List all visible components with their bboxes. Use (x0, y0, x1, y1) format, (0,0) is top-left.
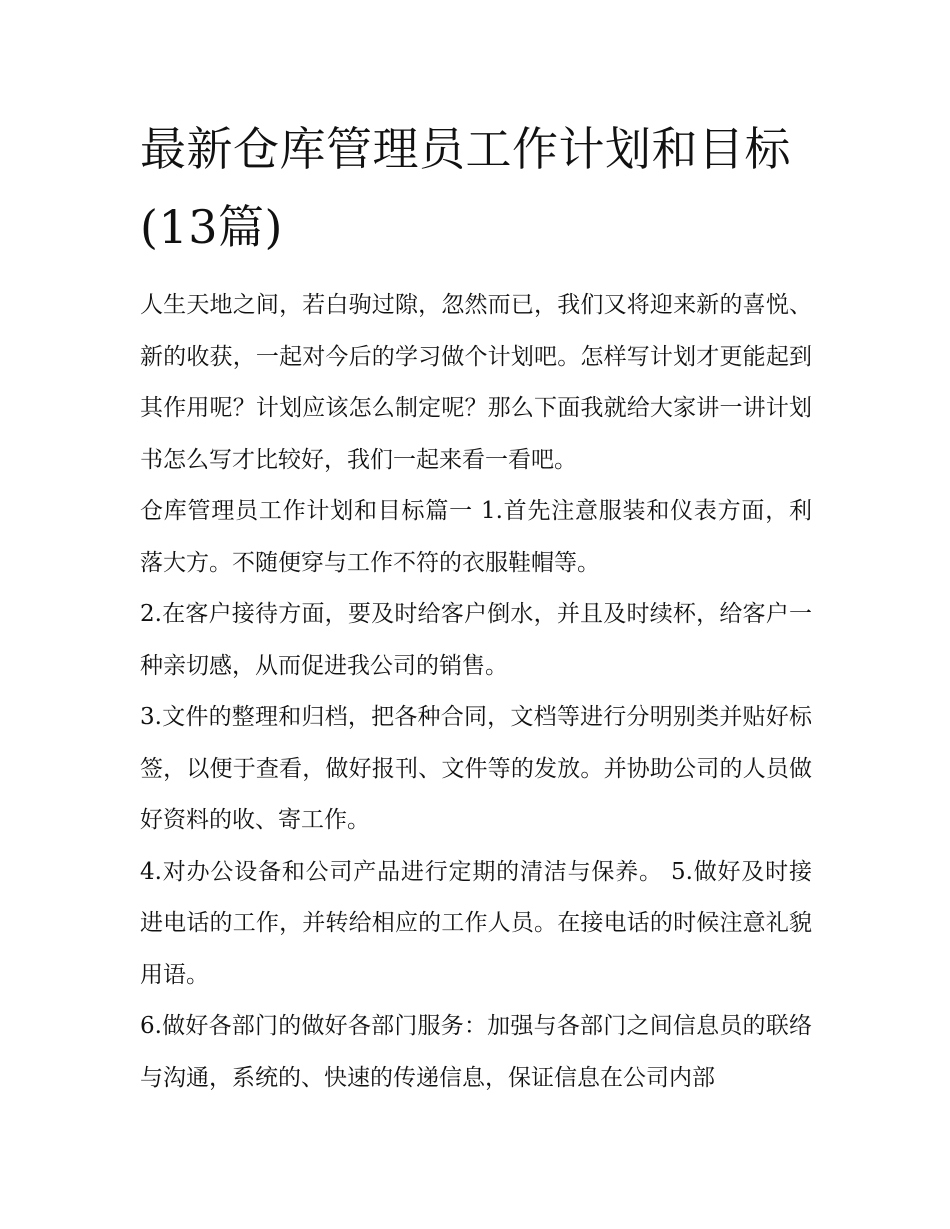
paragraph-item-1: 仓库管理员工作计划和目标篇一 1.首先注意服装和仪表方面，利落大方。不随便穿与工作不符的衣服鞋帽等。 (140, 498, 812, 576)
paragraph-intro: 人生天地之间，若白驹过隙，忽然而已，我们又将迎来新的喜悦、新的收获，一起对今后的学习做个计划吧。怎样写计划才更能起到其作用呢？计划应该怎么制定呢？那么下面我就给大家讲一讲计划书怎么写才比较好，我们一起来看一看吧。 (140, 292, 812, 473)
paragraph-item-4-5: 4.对办公设备和公司产品进行定期的清洁与保养。 5.做好及时接进电话的工作，并转给相应的工作人员。在接电话的时候注意礼貌用语。 (140, 858, 812, 988)
document-page (140, 110, 812, 1104)
paragraph-item-6: 6.做好各部门的做好各部门服务：加强与各部门之间信息员的联络与沟通，系统的、快速的传递信息，保证信息在公司内部 (140, 1013, 812, 1091)
paragraph-item-3: 3.文件的整理和归档，把各种合同，文档等进行分明别类并贴好标签，以便于查看，做好报刊、文件等的发放。并协助公司的人员做好资料的收、寄工作。 (140, 704, 812, 833)
document-title: 最新仓库管理员工作计划和目标(13篇) (140, 122, 791, 254)
paragraph-item-2: 2.在客户接待方面，要及时给客户倒水，并且及时续杯，给客户一种亲切感，从而促进我公司的销售。 (140, 601, 812, 679)
